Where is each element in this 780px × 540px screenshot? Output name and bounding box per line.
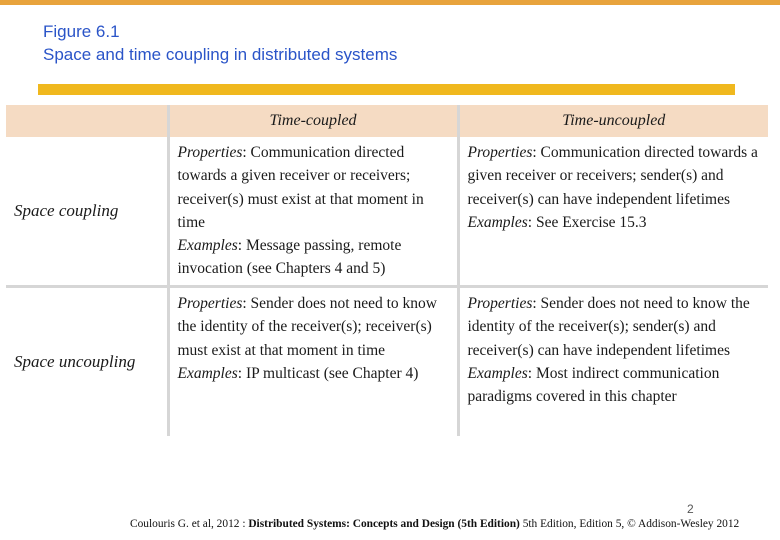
properties-text: : Communication directed towards a given receiver or receivers; sender(s) and receiver(s) can have independent lifetimes	[467, 144, 758, 208]
cell-space-coupled-time-uncoupled	[458, 137, 768, 287]
row-label-space-uncoupling: Space uncoupling	[14, 352, 136, 371]
table-header-row	[6, 105, 768, 137]
row-label-space-coupling: Space coupling	[6, 137, 168, 287]
footer-suffix: 5th Edition, Edition 5, © Addison-Wesley 2012	[519, 518, 740, 530]
figure-caption: Space and time coupling in distributed systems	[43, 45, 398, 64]
properties-label: Properties	[467, 295, 533, 312]
examples-text: : Most indirect communication paradigms covered in this chapter	[467, 364, 720, 406]
cell-space-coupled-time-coupled	[168, 137, 458, 287]
examples-text: : IP multicast (see Chapter 4)	[237, 364, 419, 382]
top-accent-bar	[0, 0, 780, 5]
header-time-uncoupled: Time-uncoupled	[458, 105, 768, 137]
properties-label: Properties	[177, 144, 243, 161]
properties-text: : Sender does not need to know the identity of the receiver(s); sender(s) and receiver(s) can have independent lifetimes	[467, 295, 750, 359]
table-row	[6, 287, 768, 437]
header-time-coupled: Time-coupled	[168, 105, 458, 137]
header-empty-cell	[6, 105, 168, 137]
properties-text: : Communication directed towards a given receiver or receivers; receiver(s) must exist at that moment in time	[177, 144, 424, 231]
examples-text: : Message passing, remote invocation (see Chapters 4 and 5)	[177, 237, 402, 278]
footer-citation	[130, 518, 780, 530]
footer-prefix: Coulouris G. et al, 2012 :	[130, 518, 249, 530]
examples-text: : See Exercise 15.3	[527, 213, 647, 231]
examples-label: Examples	[467, 213, 528, 231]
cell-space-uncoupled-time-uncoupled	[458, 287, 768, 437]
examples-label: Examples	[467, 364, 528, 382]
page-number: 2	[687, 502, 694, 516]
table-row	[6, 137, 768, 287]
properties-label: Properties	[467, 144, 533, 161]
properties-text: : Sender does not need to know the identity of the receiver(s); receiver(s) must exist at that moment in time	[177, 295, 437, 359]
footer-book-title: Distributed Systems: Concepts and Design (5th Edition)	[248, 518, 520, 530]
examples-label: Examples	[177, 364, 238, 382]
figure-number: Figure 6.1	[43, 22, 120, 41]
cell-space-uncoupled-time-coupled	[168, 287, 458, 437]
slide-title	[43, 20, 397, 66]
examples-label: Examples	[177, 237, 238, 255]
title-underline-bar	[38, 84, 735, 95]
properties-label: Properties	[177, 295, 243, 312]
coupling-table	[6, 105, 768, 436]
